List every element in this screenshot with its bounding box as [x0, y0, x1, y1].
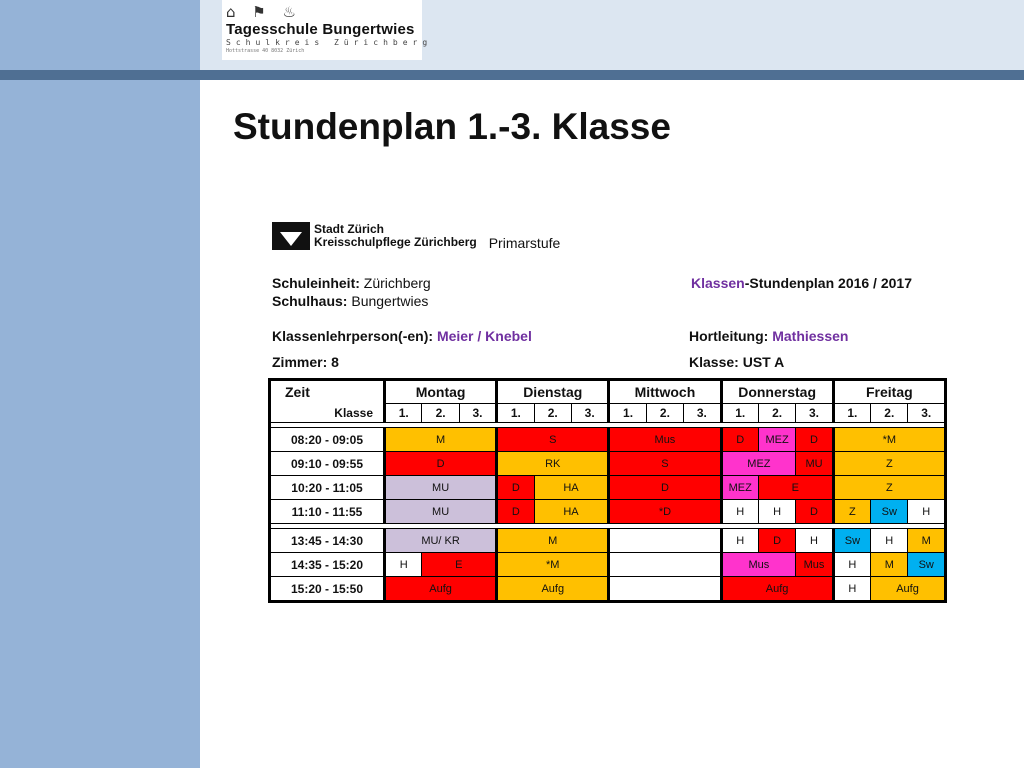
- lesson-cell: E: [422, 553, 497, 577]
- day-header-freitag: Freitag: [833, 380, 945, 404]
- class-subheader: 1.: [385, 404, 422, 423]
- class-subheader: 1.: [609, 404, 646, 423]
- lesson-cell: [609, 529, 721, 553]
- zimmer-line: Zimmer: 8: [272, 354, 339, 370]
- lesson-cell: HA: [534, 476, 609, 500]
- lesson-cell: *D: [609, 500, 721, 524]
- lesson-cell: D: [758, 529, 795, 553]
- class-subheader: 2.: [758, 404, 795, 423]
- lesson-cell: M: [871, 553, 908, 577]
- klasse-line: Klasse: UST A: [689, 354, 785, 370]
- lesson-cell: D: [497, 476, 534, 500]
- class-subheader: 1.: [721, 404, 758, 423]
- timetable: [268, 378, 947, 603]
- org-line-1: Stadt Zürich: [314, 222, 385, 236]
- lesson-cell: H: [908, 500, 946, 524]
- lesson-cell: M: [908, 529, 946, 553]
- class-subheader: 3.: [459, 404, 496, 423]
- lesson-cell: H: [871, 529, 908, 553]
- lesson-cell: D: [609, 476, 721, 500]
- lesson-cell: D: [497, 500, 534, 524]
- time-cell: 10:20 - 11:05: [270, 476, 385, 500]
- time-cell: 14:35 - 15:20: [270, 553, 385, 577]
- lesson-cell: *M: [497, 553, 609, 577]
- class-subheader: 2.: [422, 404, 459, 423]
- time-cell: 09:10 - 09:55: [270, 452, 385, 476]
- table-row: [270, 577, 946, 602]
- slide-title: Stundenplan 1.-3. Klasse: [233, 106, 671, 147]
- logo-pictograms-icon: ⌂ ⚑ ♨: [226, 3, 302, 21]
- schulhaus-line: Schulhaus: Bungertwies: [272, 293, 429, 309]
- lesson-cell: MEZ: [721, 452, 796, 476]
- lesson-cell: Z: [833, 476, 945, 500]
- logo-subtitle: Schulkreis Zürichberg: [226, 38, 433, 47]
- lesson-cell: MU: [796, 452, 833, 476]
- logo-address: Hottstrasse 40 8032 Zürich: [226, 48, 305, 54]
- lesson-cell: D: [385, 452, 497, 476]
- lesson-cell: Mus: [721, 553, 796, 577]
- class-subheader: 2.: [646, 404, 683, 423]
- lesson-cell: H: [758, 500, 795, 524]
- city-header: [272, 220, 560, 252]
- lesson-cell: Aufg: [721, 577, 833, 602]
- lesson-cell: M: [497, 529, 609, 553]
- lesson-cell: Sw: [871, 500, 908, 524]
- timetable-document: [268, 220, 948, 610]
- logo-school-name: Tagesschule Bungertwies: [226, 21, 415, 38]
- table-row: [270, 428, 946, 452]
- org-line-2: Kreisschulpflege Zürichberg: [314, 235, 477, 249]
- lesson-cell: S: [609, 452, 721, 476]
- lesson-cell: H: [385, 553, 422, 577]
- zeit-header: Zeit: [270, 380, 385, 404]
- school-level: Primarstufe: [488, 235, 561, 251]
- lesson-cell: MU: [385, 476, 497, 500]
- table-row: [270, 500, 946, 524]
- lesson-cell: Sw: [833, 529, 870, 553]
- day-header-mittwoch: Mittwoch: [609, 380, 721, 404]
- lesson-cell: H: [796, 529, 833, 553]
- lesson-cell: Mus: [796, 553, 833, 577]
- lesson-cell: HA: [534, 500, 609, 524]
- schuleinheit-line: Schuleinheit: Zürichberg: [272, 275, 431, 291]
- klassenlehrperson-line: Klassenlehrperson(-en): Meier / Knebel: [272, 328, 532, 344]
- lesson-cell: D: [796, 500, 833, 524]
- school-logo: [222, 0, 433, 60]
- lesson-cell: MU: [385, 500, 497, 524]
- day-header-dienstag: Dienstag: [497, 380, 609, 404]
- lesson-cell: Aufg: [497, 577, 609, 602]
- lesson-cell: Mus: [609, 428, 721, 452]
- day-header-montag: Montag: [385, 380, 497, 404]
- class-subheader: 2.: [871, 404, 908, 423]
- class-subheader: 1.: [497, 404, 534, 423]
- time-cell: 11:10 - 11:55: [270, 500, 385, 524]
- table-row: [270, 529, 946, 553]
- time-cell: 08:20 - 09:05: [270, 428, 385, 452]
- lesson-cell: M: [385, 428, 497, 452]
- lesson-cell: H: [721, 529, 758, 553]
- klasse-header: Klasse: [270, 404, 385, 423]
- lesson-cell: H: [833, 577, 870, 602]
- lesson-cell: S: [497, 428, 609, 452]
- class-subheader: 1.: [833, 404, 870, 423]
- lesson-cell: [609, 553, 721, 577]
- lesson-cell: D: [796, 428, 833, 452]
- class-subheader: 2.: [534, 404, 571, 423]
- table-row: [270, 553, 946, 577]
- time-cell: 13:45 - 14:30: [270, 529, 385, 553]
- left-sidebar-band: [0, 0, 200, 768]
- lesson-cell: MEZ: [758, 428, 795, 452]
- table-row: [270, 452, 946, 476]
- lesson-cell: Aufg: [871, 577, 946, 602]
- hortleitung-line: Hortleitung: Mathiessen: [689, 328, 849, 344]
- time-cell: 15:20 - 15:50: [270, 577, 385, 602]
- day-header-donnerstag: Donnerstag: [721, 380, 833, 404]
- class-subheader: 3.: [796, 404, 833, 423]
- lesson-cell: H: [721, 500, 758, 524]
- lesson-cell: D: [721, 428, 758, 452]
- lesson-cell: [609, 577, 721, 602]
- table-row: [270, 476, 946, 500]
- lesson-cell: Z: [833, 452, 945, 476]
- class-subheader: 3.: [908, 404, 946, 423]
- header-rule: [0, 70, 1024, 80]
- class-subheader: 3.: [571, 404, 608, 423]
- lesson-cell: E: [758, 476, 833, 500]
- plan-title: Klassen-Stundenplan 2016 / 2017: [691, 275, 912, 291]
- lesson-cell: MEZ: [721, 476, 758, 500]
- lesson-cell: *M: [833, 428, 945, 452]
- lesson-cell: Sw: [908, 553, 946, 577]
- lesson-cell: MU/ KR: [385, 529, 497, 553]
- lesson-cell: Aufg: [385, 577, 497, 602]
- lesson-cell: RK: [497, 452, 609, 476]
- class-subheader: 3.: [684, 404, 721, 423]
- lesson-cell: H: [833, 553, 870, 577]
- lesson-cell: Z: [833, 500, 870, 524]
- city-emblem-icon: [272, 222, 310, 250]
